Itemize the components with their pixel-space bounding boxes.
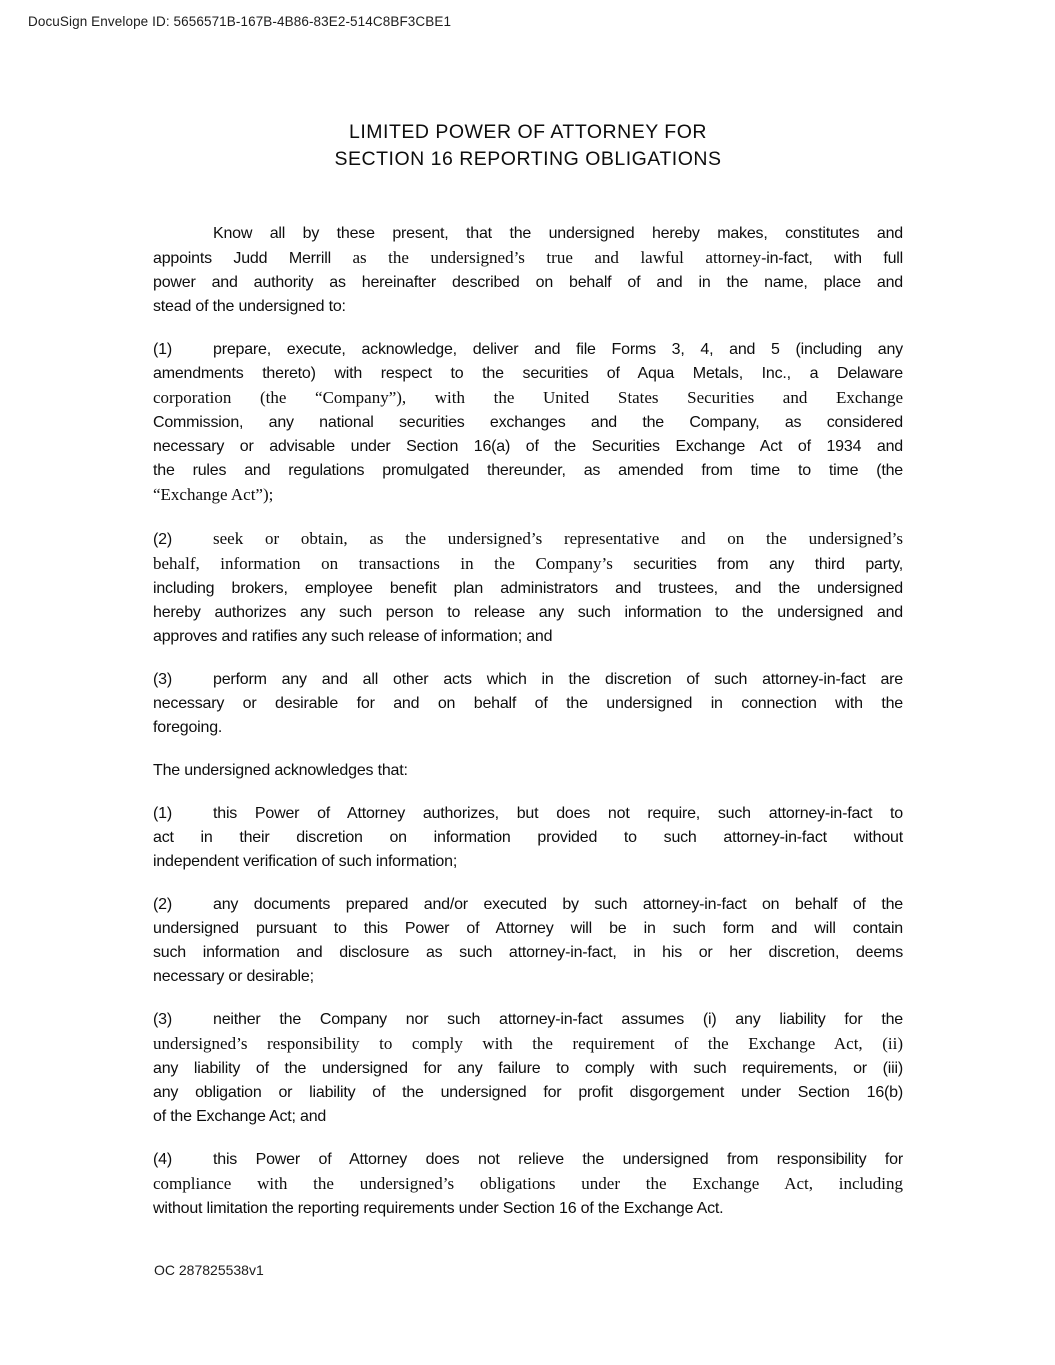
- text-segment: foregoing.: [153, 719, 223, 736]
- text-line: [153, 941, 903, 965]
- text-segment: stead of the undersigned to:: [153, 298, 346, 315]
- text-line: [153, 552, 903, 577]
- docusign-envelope-id: DocuSign Envelope ID: 5656571B-167B-4B86-83E2-514C8BF3CBE1: [28, 14, 452, 29]
- paragraph: [153, 1008, 903, 1129]
- text-line: [153, 1057, 903, 1081]
- text-line: [153, 295, 903, 319]
- paragraph: [153, 759, 903, 783]
- text-segment: hereby authorizes any such person to release any such information to the undersigned and: [153, 604, 903, 621]
- text-segment: neither the Company nor such attorney-in-fact assumes (i) any liability for the: [213, 1011, 903, 1028]
- document-title-line2: SECTION 16 REPORTING OBLIGATIONS: [334, 148, 722, 170]
- text-line: [153, 1148, 903, 1172]
- text-segment: curities from any third party,: [647, 556, 903, 573]
- text-line: [153, 759, 903, 783]
- text-line: [153, 483, 903, 508]
- text-line: [153, 527, 903, 552]
- paragraph: [153, 222, 903, 319]
- paragraph: [153, 802, 903, 874]
- text-segment: corporation (the “Company”), with the United States Securities and Exchange: [153, 388, 903, 407]
- paragraph-number: (1): [153, 805, 172, 822]
- text-segment: independent verification of such information;: [153, 853, 458, 870]
- text-line: [153, 338, 903, 362]
- text-line: [153, 850, 903, 874]
- text-segment: this Power of Attorney authorizes, but does not require, such attorney-in-fact to: [213, 805, 903, 822]
- text-line: [153, 577, 903, 601]
- text-segment: necessary or desirable;: [153, 968, 314, 985]
- text-line: [153, 1032, 903, 1057]
- paragraph-number: (3): [153, 1011, 172, 1028]
- text-segment: such information and disclosure as such attorney-in-fact, in his or her discretion, deems: [153, 944, 903, 961]
- text-line: [153, 246, 903, 271]
- text-line: [153, 826, 903, 850]
- text-segment: as the undersigned’s true and lawful attorney: [352, 248, 762, 267]
- text-line: [153, 222, 903, 246]
- text-line: [153, 459, 903, 483]
- text-segment: perform any and all other acts which in the discretion of such attorney-in-fact are: [213, 671, 903, 688]
- text-segment: behalf, information on transactions in the Company’s se: [153, 554, 648, 573]
- document-number: OC 287825538v1: [154, 1262, 264, 1278]
- text-segment: seek or obtain, as the undersigned’s representative and on the undersigned’s: [213, 529, 903, 548]
- text-segment: any documents prepared and/or executed by such attorney-in-fact on behalf of the: [213, 896, 903, 913]
- text-segment: appoints Judd Merrill: [153, 250, 353, 267]
- paragraph-number: (1): [153, 341, 172, 358]
- text-segment: -in-fact, with full: [761, 250, 903, 267]
- text-segment: “Exchange Act”);: [153, 485, 274, 504]
- text-segment: necessary or desirable for and on behalf of the undersigned in connection with the: [153, 695, 903, 712]
- paragraph: [153, 527, 903, 649]
- text-segment: power and authority as hereinafter described on behalf of and in the name, place and: [153, 274, 903, 291]
- text-line: [153, 716, 903, 740]
- text-segment: any obligation or liability of the undersigned for profit disgorgement under Section 16(b): [153, 1084, 903, 1101]
- text-line: [153, 1081, 903, 1105]
- text-line: [153, 625, 903, 649]
- text-segment: compliance with the undersigned’s obligations under the Exchange Act, including: [153, 1174, 903, 1193]
- text-segment: this Power of Attorney does not relieve the undersigned from responsibility for: [213, 1151, 903, 1168]
- paragraph-number: (2): [153, 531, 172, 548]
- text-segment: including brokers, employee benefit plan administrators and trustees, and the undersigned: [153, 580, 903, 597]
- document-body: [153, 222, 903, 1240]
- document-title-line1: LIMITED POWER OF ATTORNEY FOR: [349, 121, 707, 143]
- text-segment: prepare, execute, acknowledge, deliver and file Forms 3, 4, and 5 (including any: [213, 341, 903, 358]
- text-segment: act in their discretion on information provided to such attorney-in-fact without: [153, 829, 903, 846]
- text-segment: Know all by these present, that the undersigned hereby makes, constitutes and: [213, 225, 903, 242]
- text-line: [153, 802, 903, 826]
- paragraph-number: (2): [153, 896, 172, 913]
- text-line: [153, 692, 903, 716]
- text-line: [153, 965, 903, 989]
- text-segment: the rules and regulations promulgated thereunder, as amended from time to time (the: [153, 462, 903, 479]
- text-segment: undersigned pursuant to this Power of Attorney will be in such form and will contain: [153, 920, 903, 937]
- paragraph-number: (4): [153, 1151, 172, 1168]
- text-segment: undersigned’s responsibility to comply with the requirement of the Exchange Act, (ii): [153, 1034, 903, 1053]
- text-segment: amendments thereto) with respect to the securities of Aqua Metals, Inc., a Delaware: [153, 365, 903, 382]
- text-segment: without limitation the reporting requirements under Section 16 of the Exchange Act.: [153, 1200, 724, 1217]
- text-segment: The undersigned acknowledges that:: [153, 762, 408, 779]
- text-segment: of the Exchange Act; and: [153, 1108, 327, 1125]
- text-segment: approves and ratifies any such release of information; and: [153, 628, 553, 645]
- text-line: [153, 893, 903, 917]
- document-title: [153, 119, 903, 173]
- text-line: [153, 411, 903, 435]
- paragraph: [153, 668, 903, 740]
- text-line: [153, 386, 903, 411]
- paragraph: [153, 338, 903, 508]
- text-line: [153, 435, 903, 459]
- text-line: [153, 1105, 903, 1129]
- text-line: [153, 1008, 903, 1032]
- paragraph-number: (3): [153, 671, 172, 688]
- text-line: [153, 362, 903, 386]
- text-line: [153, 1172, 903, 1197]
- text-segment: Commission, any national securities exchanges and the Company, as considered: [153, 414, 903, 431]
- text-line: [153, 917, 903, 941]
- text-line: [153, 271, 903, 295]
- text-segment: necessary or advisable under Section 16(a) of the Securities Exchange Act of 1934 and: [153, 438, 903, 455]
- paragraph: [153, 1148, 903, 1221]
- text-segment: any liability of the undersigned for any failure to comply with such requirements, or (iii): [153, 1060, 903, 1077]
- text-line: [153, 1197, 903, 1221]
- text-line: [153, 668, 903, 692]
- text-line: [153, 601, 903, 625]
- paragraph: [153, 893, 903, 989]
